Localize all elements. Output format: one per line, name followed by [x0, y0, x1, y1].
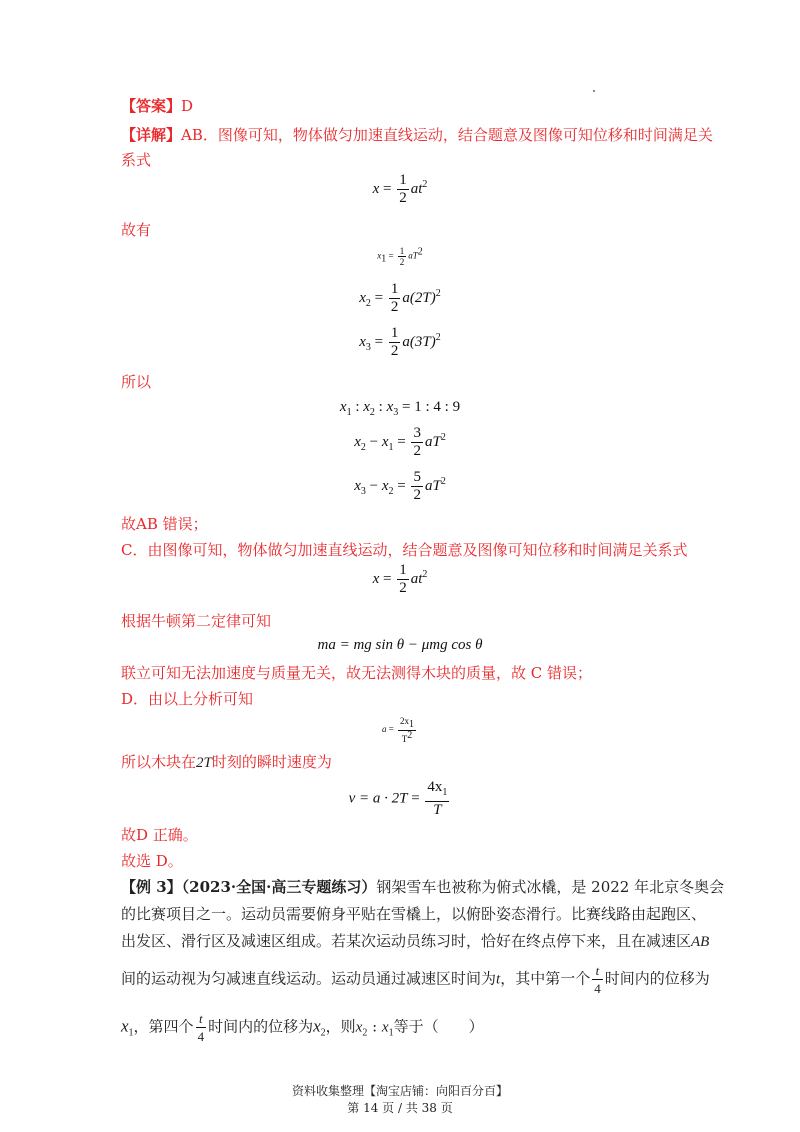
- detail-label: 【详解】: [121, 126, 182, 144]
- therefore-text: 所以: [121, 373, 152, 391]
- d-option-text: D．由以上分析可知: [121, 690, 254, 708]
- answer-value: D: [181, 97, 194, 115]
- equation-displacement-c: x = $\frac{1}{2}$ $at^2$: [372, 562, 428, 596]
- detail-line: [121, 125, 713, 145]
- example-line-5: $x_1$，第四个 $\frac{t}{4}$ 时间内的位移为$x_2$，则$x_2$ : $x_1$等于（ ）: [121, 1011, 484, 1044]
- example-source: （2023·全国·高三专题练习）: [181, 878, 377, 896]
- equation-diff-21: $x_2 - x_1$ = $\frac{3}{2}$ $aT^2$: [354, 425, 446, 459]
- answer-line: [121, 96, 193, 116]
- c-option-text: C．由图像可知，物体做匀加速直线运动，结合题意及图像可知位移和时间满足关系式: [121, 541, 688, 559]
- stray-mark: [593, 90, 595, 92]
- equation-newton: ma = mg sin θ − μmg cos θ: [317, 637, 483, 653]
- newton-text: 根据牛顿第二定律可知: [121, 612, 272, 630]
- equation-x3: $x_3$ = $\frac{1}{2}$ $a(3T)^2$: [359, 325, 441, 359]
- choose-text: 故选 D。: [121, 852, 183, 870]
- detail-text: AB．图像可知，物体做匀加速直线运动，结合题意及图像可知位移和时间满足关: [181, 126, 713, 144]
- ab-wrong-text: 故AB 错误；: [121, 515, 208, 533]
- equation-velocity: v = a · 2T = $\frac{4x_1}{T}$: [348, 779, 448, 818]
- detail-line-2: 系式: [121, 151, 152, 169]
- example-label: 【例 3】: [121, 878, 182, 896]
- so-have-text: 故有: [121, 221, 152, 239]
- c-conclusion-text: 联立可知无法加速度与质量无关，故无法测得木块的质量，故 C 错误；: [121, 664, 593, 682]
- equation-ratio: $x_1$ : $x_2$ : $x_3 = 1$ : 4 : 9: [339, 399, 461, 418]
- example-line-2: 的比赛项目之一。运动员需要俯身平贴在雪橇上，以俯卧姿态滑行。比赛线路由起跑区、: [121, 905, 707, 923]
- equation-x1: x1 = $\frac{1}{2}$ aT2: [377, 246, 423, 267]
- equation-acceleration: a = $\frac{2x1}{T2}$: [381, 716, 415, 744]
- footer-source: 资料收集整理【淘宝店铺：向阳百分百】: [291, 1084, 508, 1098]
- example-line-4: 间的运动视为匀减速直线运动。运动员通过减速区时间为t，其中第一个 $\frac{t}{4}$ 时间内的位移为: [121, 963, 710, 996]
- equation-displacement: x = $\frac{1}{2}$ $at^2$: [372, 172, 428, 206]
- equation-diff-32: $x_3 - x_2$ = $\frac{5}{2}$ $aT^2$: [354, 469, 446, 503]
- page-number: 第 14 页 / 共 38 页: [347, 1101, 453, 1115]
- equation-x2: $x_2$ = $\frac{1}{2}$ $a(2T)^2$: [359, 281, 441, 315]
- d-correct-text: 故D 正确。: [121, 826, 198, 844]
- answer-label: 【答案】: [121, 97, 182, 115]
- example-line-3: 出发区、滑行区及减速区组成。若某次运动员练习时，恰好在终点停下来，且在减速区AB: [121, 932, 710, 950]
- example-line-1: 【例 3】（2023·全国·高三专题练习）钢架雪车也被称为俯式冰橇，是 2022 年北京冬奥会: [121, 878, 725, 896]
- velocity-intro-line: 所以木块在2T时刻的瞬时速度为: [121, 753, 332, 771]
